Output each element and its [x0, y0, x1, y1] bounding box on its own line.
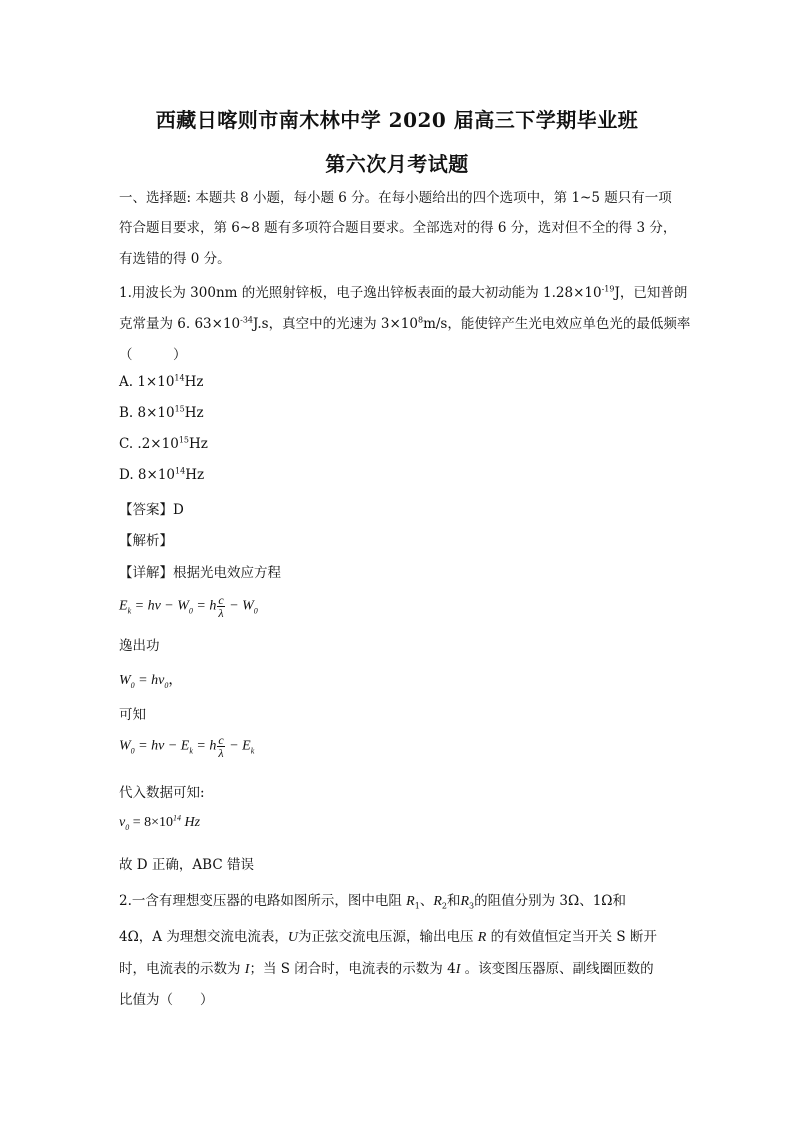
know-label: 可知	[119, 707, 146, 723]
section-instructions-line1: 一、选择题: 本题共 8 小题，每小题 6 分。在每小题给出的四个选项中，第 1~5 题只有一项	[119, 190, 672, 206]
equation-photoelectric	[119, 594, 258, 619]
resistor-subscript: 1	[414, 901, 420, 911]
eq-symbol: = hν − E	[134, 738, 190, 754]
eq-subscript: k	[250, 746, 255, 756]
q2-text: 的阻值分别为 3Ω、1Ω和	[474, 893, 626, 909]
eq-subscript: 0	[253, 606, 258, 616]
eq-unit: Hz	[181, 815, 201, 830]
section-instructions-line2: 符合题目要求，第 6~8 题有多项符合题目要求。全部选对的得 6 分，选对但不全的得 3 分，	[119, 220, 677, 236]
eq-symbol: W	[119, 738, 131, 754]
option-unit: Hz	[189, 436, 208, 452]
resistor-symbol: R	[477, 930, 487, 945]
option-exponent: 14	[174, 373, 185, 383]
q2-text: ；当 S 闭合时，电流表的示数为 4	[249, 961, 456, 977]
q1-answer: 【答案】D	[119, 502, 184, 518]
q2-text: 。该变图压器原、副线圈匝数的	[460, 961, 654, 977]
eq-symbol: = h	[192, 598, 217, 614]
q1-option-c	[119, 436, 208, 452]
eq-symbol: = 8×10	[129, 815, 174, 830]
eq-symbol: ν	[119, 815, 126, 830]
q1-option-a	[119, 374, 204, 390]
option-unit: Hz	[184, 374, 204, 390]
option-text: A. 1×10	[119, 374, 175, 390]
option-text: B. 8×10	[119, 405, 175, 421]
substitution-label: 代入数据可知:	[119, 785, 205, 801]
fraction-numerator: c	[218, 593, 224, 607]
q2-stem-line2	[119, 925, 657, 946]
eq-punctuation: ，	[168, 673, 183, 688]
resistor-symbol: R	[460, 894, 470, 909]
q2-text: 和	[446, 893, 461, 909]
current-symbol: I	[244, 962, 250, 977]
q1-option-b	[119, 405, 204, 421]
eq-symbol: = hν	[134, 673, 165, 688]
q1-stem-line2	[119, 312, 690, 332]
eq-symbol: W	[119, 673, 131, 688]
fraction-denominator: λ	[218, 606, 224, 620]
work-function-label: 逸出功	[119, 638, 160, 654]
eq-fraction	[217, 594, 224, 619]
q2-text: 、	[419, 893, 434, 909]
eq-symbol: − W	[225, 598, 254, 614]
q1-text: 克常量为 6. 63×10	[119, 316, 241, 332]
eq-subscript: 0	[188, 606, 193, 616]
eq-subscript: 0	[125, 822, 130, 832]
equation-result	[119, 815, 200, 831]
equation-work-function	[119, 669, 182, 689]
q1-exponent: 8	[417, 315, 424, 325]
eq-subscript: 0	[130, 746, 135, 756]
resistor-subscript: 3	[469, 901, 475, 911]
section-instructions-line3: 有选错的得 0 分。	[119, 251, 231, 267]
q1-text: J.s，真空中的光速为 3×10	[253, 316, 418, 332]
q1-exponent: -34	[240, 315, 254, 325]
q1-option-d	[119, 467, 204, 483]
q2-text: 2.一含有理想变压器的电路如图所示，图中电阻	[119, 893, 407, 909]
q2-stem-line1	[119, 889, 626, 910]
eq-fraction	[217, 734, 224, 759]
option-unit: Hz	[185, 467, 205, 483]
eq-exponent: 14	[173, 813, 182, 823]
q2-text: 4Ω，A 为理想交流电流表，	[119, 929, 288, 945]
eq-symbol: = hν − W	[131, 598, 189, 614]
resistor-subscript: 2	[441, 901, 447, 911]
q1-text: J，已知普朗	[614, 285, 688, 301]
option-unit: Hz	[184, 405, 204, 421]
q2-text: 时，电流表的示数为	[119, 961, 245, 977]
current-symbol: I	[455, 962, 461, 977]
eq-subscript: k	[127, 606, 132, 616]
q1-conclusion: 故 D 正确，ABC 错误	[119, 857, 254, 873]
eq-subscript: 0	[130, 680, 135, 690]
fraction-numerator: c	[218, 733, 224, 747]
eq-symbol: E	[119, 598, 128, 614]
resistor-symbol: R	[433, 894, 442, 909]
voltage-symbol: U	[287, 930, 298, 945]
eq-subscript: 0	[164, 680, 169, 690]
eq-symbol: = h	[192, 738, 217, 754]
eq-symbol: − E	[225, 738, 251, 754]
q2-stem-line4: 比值为（ ）	[119, 992, 214, 1008]
q1-detail-heading: 【详解】根据光电效应方程	[119, 565, 281, 581]
option-text: C. .2×10	[119, 436, 179, 452]
option-exponent: 15	[174, 404, 185, 414]
option-exponent: 14	[175, 466, 186, 476]
option-exponent: 15	[178, 435, 189, 445]
q1-analysis-heading: 【解析】	[119, 533, 173, 549]
equation-derived	[119, 734, 254, 759]
q2-stem-line3	[119, 957, 654, 978]
q1-text: m/s，能使锌产生光电效应单色光的最低频率	[423, 316, 691, 332]
eq-subscript: k	[189, 746, 193, 756]
doc-title-line2: 第六次月考试题	[325, 152, 469, 176]
q1-answer-blank: （ ）	[119, 347, 187, 363]
q2-text: 的有效值恒定当开关 S 断开	[486, 929, 657, 945]
q2-text: 为正弦交流电压源，输出电压	[297, 929, 478, 945]
q1-text: 1.用波长为 300nm 的光照射锌板，电子逸出锌板表面的最大初动能为 1.28×10	[119, 285, 602, 301]
fraction-denominator: λ	[218, 746, 224, 760]
q1-exponent: -19	[601, 284, 615, 294]
doc-title-line1: 西藏日喀则市南木林中学 2020 届高三下学期毕业班	[155, 108, 639, 132]
q1-stem-line1	[119, 281, 687, 301]
resistor-symbol: R	[406, 894, 415, 909]
option-text: D. 8×10	[119, 467, 176, 483]
